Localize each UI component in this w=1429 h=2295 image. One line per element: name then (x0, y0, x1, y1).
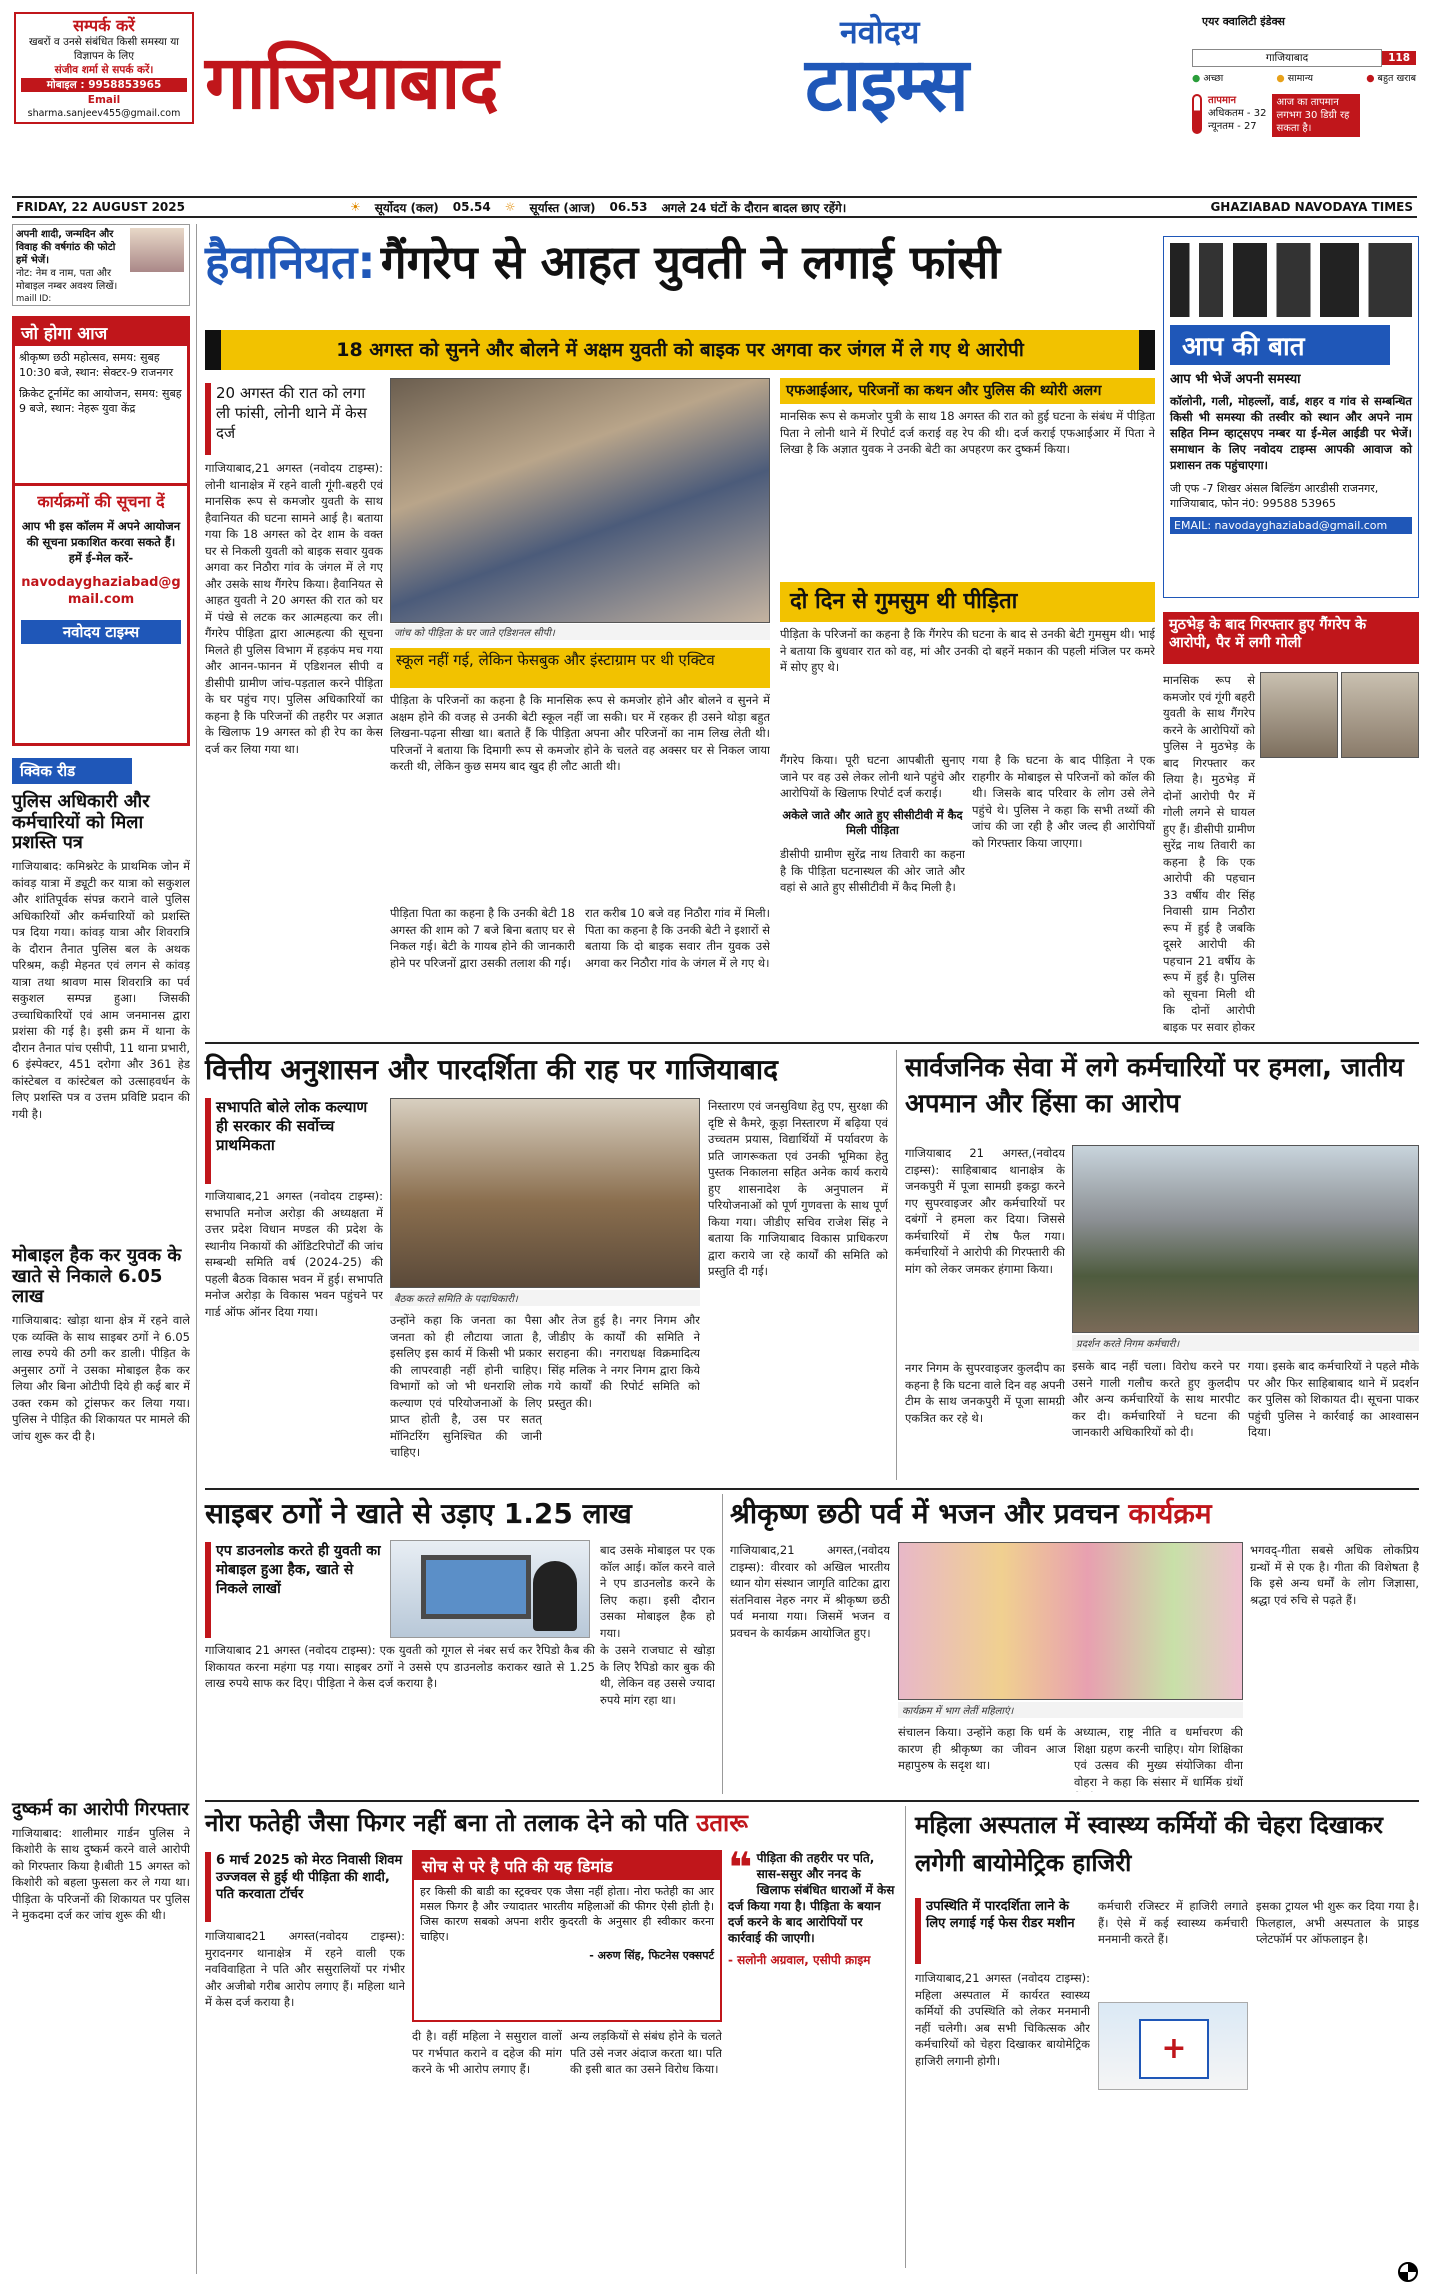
couple-illustration (130, 228, 184, 272)
finance-photo (390, 1098, 700, 1288)
aap-ki-baat-box (1163, 236, 1419, 598)
column-rule (722, 1494, 723, 1794)
workers-text: गया। इसके बाद कर्मचारियों ने पहले मौके पर और फिर साहिबाबाद थाने में प्रदर्शन कर पुलिस को शिकायत दी। सूचना पाकर पहुंची पुलिस ने कार्रवाई का आश्वासन दिया। (1248, 1359, 1419, 1439)
aqi-box (1192, 14, 1416, 164)
contact-title: सम्पर्क करें (73, 16, 135, 35)
nora-quote: पीड़िता की तहरीर पर पति, सास-ससुर और ननद के खिलाफ संबंधित धाराओं में केस दर्ज किया गया है। पीड़िता के बयान दर्ज करने के बाद आरोपियों पर कार्रवाई की जाएगी। (728, 1851, 895, 1945)
wedding-ad (12, 224, 190, 306)
lead-text: पीड़िता के परिजनों का कहना है कि गैंगरेप की घटना के बाद से उनकी बेटी गुमसुम थी। भाई ने बताया कि बुधवार रात को वह, मां और उनकी दो बहनें मकान की पहली मंजिल पर कमरे में सोए हुए थे। (780, 627, 1155, 674)
event-item: श्रीकृष्ण छठी महोत्सव, समय: सुबह 10:30 बजे, स्थान: सेक्टर-9 राजनगर (19, 351, 174, 379)
logo-navodaya: नवोदय टाइम्स (21, 620, 181, 644)
quote-icon: ❝ (728, 1843, 753, 1892)
workers-text: गाजियाबाद 21 अगस्त,(नवोदय टाइम्स): साहिबाबाद थानाक्षेत्र के जनकपुरी में पूजा सामग्री इकट्ठा करने गए सुपरवाइजर और कर्मचारियों पर दबंगों ने हमला कर दिया। जिससे कर्मचारियों में रोष फैल गया। कर्मचारियों ने आरोपी की गिरफ्तारी की मांग को लेकर जमकर हंगामा किया। (905, 1146, 1065, 1276)
issue-date: FRIDAY, 22 AUGUST 2025 (16, 200, 185, 214)
column-rule (196, 224, 197, 2274)
contact-email-label: Email (87, 94, 121, 106)
lead-text: मानसिक रूप से कमजोर पुत्री के साथ 18 अगस्त की रात को हुई घटना के संबंध में पीड़िता पिता ने लोनी थाने में रिपोर्ट दर्ज कराई वह रेप की थी। दर्ज कराई एफआईआर में पिता ने लिखा है कि अज्ञात युवक ने उनकी बेटी का अपहरण कर दुष्कर्म किया। (780, 409, 1155, 456)
masthead-title-left: गाजियाबाद (205, 40, 498, 126)
aap-ki-baat-address: जी एफ -7 शिखर अंसल बिल्डिंग आरडीसी राजनगर, गाजियाबाद, फोन नं0: 99588 53965 (1170, 482, 1379, 510)
nora-text: गाजियाबाद21 अगस्त(नवोदय टाइम्स): मुरादनगर थानाक्षेत्र में रहने वाली एक नवविवाहिता ने पति और ससुरालियों पर गंभीर और अजीबो गरीब आरोप लगाए हैं। महिला थाने में केस दर्ज कराया है। (205, 1929, 405, 2009)
brief-title: पुलिस अधिकारी और कर्मचारियों को मिला प्रशस्ति पत्र (12, 791, 150, 854)
brief-title: मोबाइल हैक कर युवक के खाते से निकाले 6.05 लाख (12, 1245, 182, 1308)
finance-text: गाजियाबाद,21 अगस्त (नवोदय टाइम्स): सभापति मनोज अरोड़ा की अध्यक्षता में उत्तर प्रदेश विधान मण्डल की प्रदेश के स्थानीय निकायों की ऑडिटरिपोर्टों की जांच सम्बन्धी समिति वर्ष (2024-25) की पहली बैठक विकास भवन में हुई। सभापति मनोज अरोड़ा के विकास भवन पहुंचने पर गार्ड ऑफ ऑनर दिया गया। (205, 1189, 383, 1319)
nora-sub: 6 मार्च 2025 को मेरठ निवासी शिवम उज्जवल से हुई थी पीड़िता की शादी, पति करवाता टॉर्चर (205, 1852, 405, 1922)
sunset-label: सूर्यास्त (आज) (529, 200, 596, 215)
finance-text: निस्तारण एवं जनसुविधा हेतु एप, सुरक्षा की दृष्टि से कैमरे, कूड़ा निस्तारण में बढ़िया एवं उच्चतम प्रयास, विद्यार्थियों में पर्यावरण के प्रति जागरूकता एवं उनकी भूमिका हेतु पुस्तक निकालना सहित अनेक कार्य कराये हुए शासनादेश के अनुपालन में परियोजनाओं को पूर्ण गुणवत्ता के साथ पूर्ण किया गया। जीडीए सचिव राजेश सिंह ने बताया कि गाजियाबाद विकास प्राधिकरण द्वारा कराये जा रहे कार्यों की समिति को प्रस्तुति दी गई। (708, 1099, 888, 1278)
contact-mobile: मोबाइल : 9958853965 (21, 78, 187, 92)
left-column (12, 224, 190, 2274)
nora-box (412, 1850, 722, 2022)
aap-ki-baat-subtitle: आप भी भेजें अपनी समस्या (1170, 372, 1301, 387)
forecast: अगले 24 घंटों के दौरान बादल छाए रहेंगे। (661, 200, 847, 215)
cyber-text: बाद उसके मोबाइल पर एक कॉल आई। कॉल करने वाले ने एप डाउनलोड करने के लिए कहा। इसी दौरान उसका मोबाइल हैक हो गया। (600, 1543, 715, 1638)
brief-text: गाजियाबाद: खोड़ा थाना क्षेत्र में रहने वाले एक व्यक्ति के साथ साइबर ठगों ने 6.05 लाख रुपये की ठगी कर डाली। पीड़ित के अनुसार ठगों ने उसका मोबाइल हैक कर लिया और बिना ओटीपी दिये ही कई बार में उक्त रकम को ट्रांसफर कर लिया गया। पुलिस ने पीड़ित की शिकायत पर मामले की जांच शुरू कर दी है। (12, 1313, 190, 1443)
lead-sub-cctv: अकेले जाते और आते हुए सीसीटीवी में कैद मिली पीड़िता (782, 808, 963, 837)
contact-text: खबरों व उनसे संबंधित किसी समस्या या विज्ञापन के लिए (28, 36, 180, 62)
workers-photo-caption: प्रदर्शन करते निगम कर्मचारी। (1072, 1335, 1419, 1351)
aap-ki-baat-title: आप की बात (1170, 325, 1390, 365)
finance-photo-caption: बैठक करते समिति के पदाधिकारी। (390, 1290, 700, 1306)
protest-illustration (1170, 243, 1412, 317)
weather-today: आज का तापमान लगभग 30 डिग्री रह सकता है। (1272, 94, 1360, 137)
lead-text: गाजियाबाद,21 अगस्त (नवोदय टाइम्स): लोनी थानाक्षेत्र में रहने वाली गूंगी-बहरी एवं मानसिक रूप से कमजोर युवती के साथ हैवानियत की घटना सामने आई है। बताया गया कि 18 अगस्त को देर शाम के वक्त घर से निकली युवती को बाइक सवार युवक अगवा कर निठौरा गांव के जंगल में ले गए और उसके साथ गैंगरेप किया। हैवानियत से आहत युवती ने 20 अगस्त की रात को घर में पंखे से लटक कर आत्महत्या कर ली। गैंगरेप पीड़िता द्वारा आत्महत्या की सूचना मिलते ही पुलिस विभाग में हड़कंप मच गया और आनन-फानन में एडिशनल सीपी व डीसीपी ग्रामीण जांच-पड़ताल करने पीड़िता के घर पहुंच गए। पुलिस अधिकारियों का कहना है कि परिजनों की तहरीर पर अज्ञात के खिलाफ 19 अगस्त को ही रेप का केस दर्ज कर लिया गया था। (205, 461, 383, 756)
notice-box (12, 486, 190, 746)
aqi-legend-normal: ● सामान्य (1276, 73, 1314, 84)
notice-text: आप भी इस कॉलम में अपने आयोजन की सूचना प्रकाशित करवा सकते हैं।हमें ई-मेल करें- (21, 519, 181, 565)
krishna-text: संचालन किया। उन्होंने कहा कि धर्म के कारण ही श्रीकृष्ण का जीवन आज महापुरुष के सदृश था। (898, 1725, 1066, 1772)
lead-text: पीड़िता पिता का कहना है कि उनकी बेटी 18 अगस्त की शाम को 7 बजे बिना बताए घर से निकल गई। बेटी के गायब होने की जानकारी होने पर परिजनों द्वारा उसकी तलाश की गई। (390, 906, 575, 970)
nora-box-author: - अरुण सिंह, फिटनेस एक्सपर्ट (589, 1949, 714, 1962)
masthead-title-small: नवोदय (840, 13, 920, 51)
nora-text: अन्य लड़कियों से संबंध होने के चलते पति उसे नजर अंदाज करता था। पति की इसी बात का उसने विरोध किया। (570, 2029, 722, 2076)
sunrise-label: सूर्योदय (कल) (374, 200, 439, 215)
lead-text: रात करीब 10 बजे वह निठौरा गांव में मिली।पिता का कहना है कि उनकी बेटी ने इशारों से बताया कि दो बाइक सवार तीन युवक उसे अगवा कर निठौरा गांव के जंगल में ले गए थे। (585, 906, 770, 970)
section-rule (205, 1488, 1419, 1490)
notice-title: कार्यक्रमों की सूचना दें (37, 492, 165, 511)
krishna-headline (730, 1494, 1419, 1534)
aqi-city: गाजियाबाद (1192, 49, 1382, 67)
lead-sub-silent: दो दिन से गुमसुम थी पीड़िता (780, 582, 1155, 622)
workers-text: इसके बाद नहीं चला। विरोध करने पर उसने गाली गलौच करते हुए कुलदीप और अन्य कर्मचारियों के साथ मारपीट कर दी। कर्मचारियों ने घटना की जानकारी अधिकारियों को दी। (1072, 1359, 1240, 1439)
brief-text: गाजियाबाद: शालीमार गार्डन पुलिस ने किशोरी के साथ दुष्कर्म करने वाले आरोपी को गिरफ्तार किया है।बीती 15 अगस्त को किशोरी को बहला फुसला कर ले गया था। पीड़िता के परिजनों की शिकायत पर पुलिस ने मुकदमा दर्ज कर जांच शुरू की थी। (12, 1825, 190, 1923)
section-rule (205, 1042, 1419, 1044)
hospital-illustration (1098, 2002, 1248, 2090)
cyber-text: गाजियाबाद 21 अगस्त (नवोदय टाइम्स): एक युवती को गूगल से नंबर सर्च कर रैपिडो कैब की शिकायत करना महंगा पड़ गया। साइबर ठगों ने उससे एप डाउनलोड कराकर खाते से 1.25 लाख रुपये साफ कर दिए। पीड़िता ने केस दर्ज कराया है। (205, 1643, 595, 1690)
thermometer-icon (1192, 94, 1202, 134)
event-box (12, 316, 190, 486)
krishna-text: गाजियाबाद,21 अगस्त,(नवोदय टाइम्स): वीरवार को अखिल भारतीय ध्यान योग संस्थान जागृति वाटिका द्वारा संतनिवास नेहरु नगर में श्रीकृष्ण छठी पर्व मनाया गया। जिसमें भजन व प्रवचन के कार्यक्रम आयोजित हुए। (730, 1543, 890, 1640)
quick-read-label: क्विक रीड (12, 758, 132, 784)
lead-kicker: हैवानियत: (205, 235, 376, 289)
aqi-legend-bad: ● बहुत खराब (1366, 73, 1416, 84)
nora-text: दी है। वहीं महिला ने ससुराल वालों पर गर्भपात कराने व दहेज की मांग करने के भी आरोप लगाए हैं। (412, 2029, 562, 2076)
notice-email: navodayghaziabad@gmail.com (21, 575, 181, 607)
masthead-title-right: टाइम्स (805, 42, 968, 128)
hospital-text: कर्मचारी रजिस्टर में हाजिरी लगाते हैं। ऐसे में कई स्वास्थ्य कर्मचारी मनमानी करते हैं। (1098, 1899, 1248, 1946)
aap-ki-baat-text: कॉलोनी, गली, मोहल्लों, वार्ड, शहर व गांव से सम्बन्धित किसी भी समस्या की तस्वीर को स्थान और अपने नाम सहित निम्न व्हाट्सएप नम्बर या ई-मेल आईडी पर भेजें। समाधान के लिए नवोदय टाइम्स आपकी आवाज को प्रशासन तक पहुंचाएगा। (1170, 394, 1412, 472)
lead-headline (205, 226, 1155, 298)
hospital-text: इसका ट्रायल भी शुरू कर दिया गया है। फिलहाल, अभी अस्पताल के प्राइड प्लेटफॉर्म पर ऑफलाइन है। (1256, 1899, 1419, 1946)
lead-text: गया है कि घटना के बाद पीड़िता ने एक राहगीर के मोबाइल से परिजनों को कॉल की थी। जिसके बाद परिवार के लोग उसे लेने पहुंचे थे। पुलिस ने कहा कि सभी तथ्यों की जांच की जा रही है और जल्द ही आरोपियों को गिरफ्तार किया जाएगा। (972, 753, 1155, 850)
hospital-icon: + (1139, 2019, 1209, 2079)
aqi-title: एयर क्वालिटी इंडेक्स (1202, 15, 1285, 28)
event-title: जो होगा आज (15, 319, 187, 346)
finance-text: उन्होंने कहा कि जनता का पैसा जनता को ही लौटाया जाता है, इसलिए इस कार्य में किसी भी प्रकार की लापरवाही नहीं होनी चाहिए। विभागों को जो भी धनराशि लोक कल्याण एवं परियोजनाओं के लिए प्राप्त होती है, उस पर सतत् मॉनिटरिंग सुनिश्चित की जानी चाहिए। (390, 1313, 542, 1459)
section-rule (205, 1800, 1419, 1802)
finance-text: और तेज हुई है। नगर निगम और जीडीए के कार्यों की समिति ने सराहना की। नगराधक्ष विक्रमादित्य सिंह मलिक ने नगर निगम द्वारा किये गये कार्यों की रिपोर्ट समिति को प्रस्तुत की। (548, 1313, 700, 1410)
lead-text: गैंगरेप किया। पूरी घटना आपबीती सुनाए जाने पर वह उसे लेकर लोनी थाने पहुंचे और आरोपियों के खिलाफ रिपोर्ट दर्ज कराई। (780, 753, 965, 800)
encounter-text: मानसिक रूप से कमजोर एवं गूंगी बहरी युवती के साथ गैंगरेप करने के आरोपियों को पुलिस ने मुठभेड़ के बाद गिरफ्तार कर लिया है। मुठभेड़ में दोनों आरोपी पैर में गोली लगने से घायल हुए हैं। डीसीपी ग्रामीण सुरेंद्र नाथ तिवारी का कहना है कि एक आरोपी की पहचान 33 वर्षीय वीर सिंह निवासी ग्राम निठौरा रूप में हुई है जबकि दूसरे आरोपी की पहचान 21 वर्षीय के रूप में हुई है। पुलिस को सूचना मिली थी कि दोनों आरोपी बाइक पर सवार होकर (1163, 673, 1255, 1034)
wedding-ad-note: नोट: नेम व नाम, पता और मोबाइल नम्बर अवश्य लिखें। (16, 268, 118, 292)
finance-headline: वित्तीय अनुशासन और पारदर्शिता की राह पर गाजियाबाद (205, 1053, 778, 1086)
temp-min: न्यूनतम - 27 (1208, 121, 1257, 132)
sunset-icon: ☼ (504, 200, 516, 214)
hacker-laptop-illustration (390, 1540, 590, 1638)
temp-max: अधिकतम - 32 (1208, 108, 1267, 119)
lead-photo (390, 378, 770, 623)
sunset-time: 06.53 (609, 200, 648, 214)
column-rule (905, 1806, 906, 2268)
contact-box (14, 12, 194, 124)
dateline (12, 196, 1417, 218)
paper-name: GHAZIABAD NAVODAYA TIMES (1210, 200, 1413, 214)
lead-sub: 20 अगस्त की रात को लगा ली फांसी, लोनी थाने में केस दर्ज (205, 383, 380, 455)
sun-icon: ☀ (350, 200, 361, 214)
contact-person: संजीव शर्मा से सपर्क करें। (54, 64, 154, 76)
nora-title-accent: उतारू (696, 1809, 748, 1837)
cyber-text: के उसने राजघाट से खोड़ा के लिए रैपिडो कार बुक की थी, लेकिन वह उससे ज्यादा रुपये मांग रहा था। (600, 1643, 715, 1707)
nora-headline (205, 1806, 905, 1846)
laptop-icon (421, 1555, 531, 1619)
workers-text: नगर निगम के सुपरवाइजर कुलदीप का कहना है कि घटना वाले दिन वह अपनी टीम के साथ जनकपुरी में पूजा सामग्री एकत्रित कर रहे थे। (905, 1361, 1065, 1425)
contact-email: sharma.sanjeev455@gmail.com (27, 108, 181, 119)
aqi-value: 118 (1382, 51, 1416, 65)
column-rule (896, 1050, 897, 1480)
event-item: क्रिकेट टूर्नामेंट का आयोजन, समय: सुबह 9 बजे, स्थान: नेहरू युवा केंद्र (19, 387, 182, 415)
cyber-sub: एप डाउनलोड करते ही युवती का मोबाइल हुआ हैक, खाते से निकले लाखों (205, 1542, 383, 1638)
nora-box-title: सोच से परे है पति की यह डिमांड (414, 1852, 720, 1880)
wedding-ad-mail: maill ID: (16, 294, 52, 304)
hospital-text: गाजियाबाद,21 अगस्त (नवोदय टाइम्स): महिला अस्पताल में कार्यरत स्वास्थ्य कर्मियों की उपस्थिति को लेकर मनमानी नहीं चलेगी। अब सभी चिकित्सक और कर्मचारियों को चेहरा दिखाकर बायोमेट्रिक हाजिरी लगानी होगी। (915, 1971, 1090, 2068)
krishna-text: भगवद्-गीता सबसे अधिक लोकप्रिय ग्रन्थों में से एक है। गीता की विशेषता है कि इसे अन्य धर्मों के लोग जिज्ञासा, श्रद्धा एवं रुचि से पढ़ते हैं। (1250, 1543, 1419, 1607)
nora-box-text: हर किसी की बाडी का स्ट्रक्चर एक जैसा नहीं होता। नोरा फतेही का आर मसल फिगर है और ज्यादातर भारतीय महिलाओं की फीगर ऐसी होती है। जिस कारण सबको अपना शरीर कुदरती के अनुसार ही स्वीकार करना चाहिए। (420, 1885, 714, 1943)
brief-text: गाजियाबाद: कमिश्नरेट के प्राथमिक जोन में कांवड़ यात्रा में ड्यूटी कर यात्रा को सकुशल और शांतिपूर्वक संपन्न कराने वाले पुलिस अधिकारियों और कर्मचारियों को प्रशस्ति पत्र दिया गया। कांवड़ यात्रा और शिवरात्रि के दौरान तैनात पुलिस बल के अथक परिश्रम, कड़ी मेहनत एवं लगन से कांवड़ यात्रा तथा श्रावण मास शिवरात्रि का पर्व सकुशल सम्पन्न हुआ। जिसकी उच्चाधिकारियों एवं आम जनमानस द्वारा प्रशंसा की गई है। इसी क्रम में थाना के दौरान तैनात पांच एसीपी, 11 थाना प्रभारी, 6 इंस्पेक्टर, 451 दरोगा और 361 हेड कांस्टेबल व कांस्टेबल को उत्साहवर्धन के लिए प्रशस्ति पत्र व उत्तम प्रविष्टि प्रदान की गयी है। (12, 859, 190, 1121)
lead-sub-fir: एफआईआर, परिजनों का कथन और पुलिस की थ्योरी अलग (780, 378, 1155, 404)
wedding-ad-text: अपनी शादी, जन्मदिन और विवाह की वर्षगांठ की फोटो हमें भेजें। (16, 229, 116, 266)
lead-title: गैंगरेप से आहत युवती ने लगाई फांसी (380, 235, 1001, 289)
nora-quote-box (728, 1843, 898, 2060)
workers-photo (1072, 1145, 1419, 1333)
krishna-title: श्रीकृष्ण छठी पर्व में भजन और प्रवचन (730, 1497, 1119, 1530)
hospital-headline: महिला अस्पताल में स्वास्थ्य कर्मियों की चेहरा दिखाकर लगेगी बायोमेट्रिक हाजिरी (915, 1811, 1383, 1877)
nora-quote-author: - सलोनी अग्रवाल, एसीपी क्राइम (728, 1953, 871, 1967)
lead-text: डीसीपी ग्रामीण सुरेंद्र नाथ तिवारी का कहना है कि पीड़िता घटनास्थल की ओर जाते और वहां से आते हुए सीसीटीवी में कैद मिली है। (780, 847, 965, 894)
brief-title: दुष्कर्म का आरोपी गिरफ्तार (12, 1799, 189, 1821)
lead-sub-facebook: स्कूल नहीं गई, लेकिन फेसबुक और इंस्टाग्राम पर थी एक्टिव (390, 648, 770, 688)
krishna-title-accent: कार्यक्रम (1128, 1497, 1212, 1530)
cyber-headline: साइबर ठगों ने खाते से उड़ाए 1.25 लाख (205, 1497, 632, 1530)
krishna-photo-caption: कार्यक्रम में भाग लेतीं महिलाएं। (898, 1702, 1243, 1718)
lead-photo-caption: जांच को पीड़िता के घर जाते एडिशनल सीपी। (390, 624, 770, 640)
hospital-sub: उपस्थिति में पारदर्शिता लाने के लिए लगाई गई फेस रीडर मशीन (915, 1898, 1090, 1964)
registration-mark (1398, 2262, 1418, 2282)
encounter-headline: मुठभेड़ के बाद गिरफ्तार हुए गैंगरेप के आरोपी, पैर में लगी गोली (1163, 612, 1419, 664)
workers-headline: सार्वजनिक सेवा में लगे कर्मचारियों पर हमला, जातीय अपमान और हिंसा का आरोप (905, 1053, 1404, 1119)
krishna-text: अध्यात्म, राष्ट्र नीति व धर्माचरण की शिक्षा ग्रहण करनी चाहिए। योग शिक्षिका एवं उत्सव की मुख्य संयोजिका वीना वोहरा ने कहा कि संसार में धार्मिक ग्रंथों (1074, 1725, 1243, 1789)
finance-sub: सभापति बोले लोक कल्याण ही सरकार की सर्वोच्च प्राथमिकता (205, 1098, 383, 1184)
krishna-photo (898, 1542, 1243, 1700)
temp-label: तापमान (1208, 95, 1237, 106)
thief-icon (533, 1561, 577, 1631)
lead-text: पीड़िता के परिजनों का कहना है कि मानसिक रूप से कमजोर होने और बोलने व सुनने में अक्षम होने की वजह से उनकी बेटी स्कूल नहीं जा सकी। घर में रहकर ही उसने थोड़ा बहुत लिखना-पढ़ना सीखा था। बताते हैं कि पीड़िता अपना और परिजनों का नाम लिख लेती थी। परिजनों ने बताया कि दिमागी रूप से कमजोर होने के चलते वह अक्सर घर से निकल जाया करती थी, लेकिन कुछ समय बाद खुद ही लौट आती थी। (390, 693, 770, 773)
lead-strap: 18 अगस्त को सुनने और बोलने में अक्षम युवती को बाइक पर अगवा कर जंगल में ले गए थे आरोपी (205, 330, 1155, 370)
aqi-legend-good: ● अच्छा (1192, 73, 1224, 84)
nora-title: नोरा फतेही जैसा फिगर नहीं बना तो तलाक देने को पति (205, 1809, 688, 1837)
aap-ki-baat-email: EMAIL: navodayghaziabad@gmail.com (1170, 517, 1412, 534)
sunrise-time: 05.54 (452, 200, 491, 214)
